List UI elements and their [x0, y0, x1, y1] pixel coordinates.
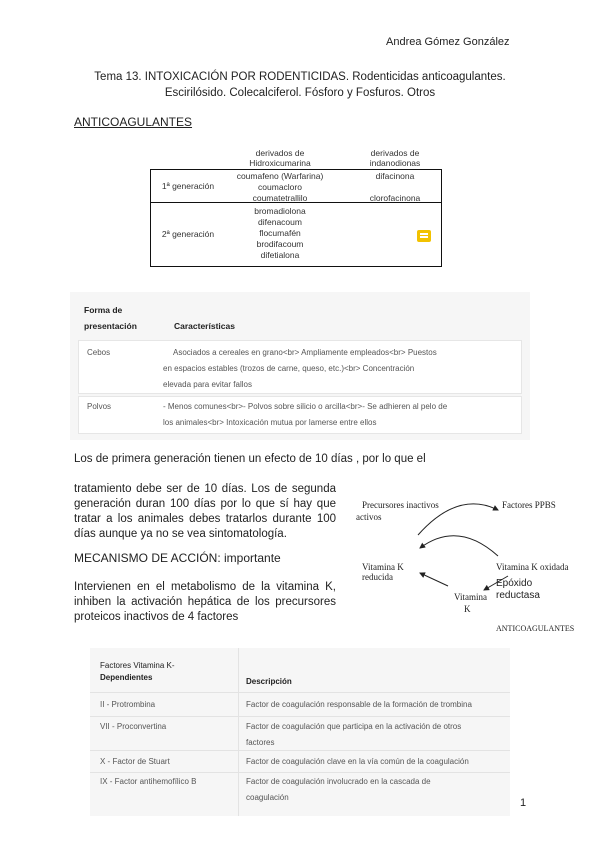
header-description: Descripción: [246, 677, 292, 686]
description-cell: Factor de coagulación que participa en la activación de otros factores: [246, 722, 462, 747]
table-row: [90, 692, 510, 717]
table-row: [90, 772, 510, 817]
characteristics-cell: Asociados a cereales en grano<br> Ampliamente empleados<br> Puestos en espacios estables (trozos de carne, queso, etc.)<br> Concentración elevada para evitar fallos: [163, 348, 437, 389]
title-line-2: Escirilósido. Colecalciferol. Fósforo y Fosfuros. Otros: [164, 87, 436, 99]
row-label-2nd-gen: 2ª generación: [161, 229, 215, 239]
arrow-oxidation: [420, 536, 498, 556]
presentation-table: [70, 292, 530, 440]
diagram-caption: ANTICOAGULANTES: [496, 624, 575, 633]
author-name: Andrea Gómez González: [386, 36, 510, 48]
description-cell: Factor de coagulación involucrado en la cascada de coagulación: [246, 777, 431, 802]
table-row: [90, 750, 510, 773]
gen2-drug: brodifacoum: [256, 239, 304, 249]
arrow-reduction: [420, 573, 448, 586]
page-title: [60, 69, 540, 101]
factors-table: [90, 648, 510, 816]
label-vitk-oxidada: Vitamina K oxidada: [496, 562, 569, 572]
gen2-drug: difenacoum: [258, 217, 302, 227]
gen1-drug: coumatetrallilo: [252, 193, 308, 203]
characteristics-cell: - Menos comunes<br>- Polvos sobre silicio o arcilla<br>- Se adhieren al pelo de los animales<br> Intoxicación mutua por lamerse entre ellos: [163, 402, 448, 427]
label-vitk-1: Vitamina: [454, 592, 487, 602]
description-cell: Factor de coagulación clave en la vía común de la coagulación: [246, 757, 469, 766]
gen2-drug: difetialona: [260, 250, 300, 260]
factor-cell: II - Protrombina: [100, 700, 156, 709]
table-rule: [150, 169, 151, 267]
factor-cell: IX - Factor antihemofílico B: [100, 777, 197, 786]
header-characteristics: Características: [174, 321, 235, 331]
gen1-indandione: clorofacinona: [369, 193, 421, 203]
label-activos: activos: [356, 512, 382, 522]
paragraph-duration: tratamiento debe ser de 10 días. Los de segunda generación duran 100 días por lo que sí hay que tratar a los animales debes tratarlos durante 100 días aunque ya no se vea sintomatología.: [74, 483, 336, 540]
mechanism-heading: MECANISMO DE ACCIÓN: importante: [74, 551, 281, 565]
table-rule: [150, 169, 442, 170]
factor-cell: X - Factor de Stuart: [100, 757, 170, 766]
page-number: 1: [520, 797, 527, 809]
row-label-1st-gen: 1ª generación: [161, 181, 215, 191]
table-rule: [150, 266, 442, 267]
gen2-drug: bromadiolona: [254, 206, 306, 216]
form-cell: Cebos: [87, 348, 111, 357]
description-cell: Factor de coagulación responsable de la formación de trombina: [246, 700, 472, 709]
comment-note-icon[interactable]: [417, 230, 431, 242]
generations-table: [150, 147, 442, 267]
label-epoxido-1: Epóxido: [496, 578, 533, 589]
table-rule: [441, 169, 442, 267]
table-row: [78, 340, 522, 394]
header-form-line2: presentación: [84, 321, 137, 331]
label-vitk-reducida-2: reducida: [362, 572, 393, 582]
label-vitk-reducida-1: Vitamina K: [362, 562, 404, 572]
table-row: [90, 716, 510, 751]
paragraph-duration-line1: Los de primera generación tienen un efecto de 10 días , por lo que el: [74, 453, 426, 465]
header-hydroxycoumarin: derivados de Hidroxicumarina: [249, 148, 311, 168]
gen1-drug: coumafeno (Warfarina): [236, 171, 324, 181]
header-form-line1: Forma de: [84, 305, 123, 315]
paragraph-mechanism: Intervienen en el metabolismo de la vitamina K, inhiben la activación hepática de los precursores proteicos inactivos de 4 factores: [74, 581, 336, 623]
header-factors-line2: Dependientes: [100, 673, 153, 682]
table-row: [78, 396, 522, 434]
label-factores: Factores PPBS: [502, 500, 556, 510]
vitamin-k-cycle-diagram: [348, 490, 582, 638]
gen1-indandione: difacinona: [375, 171, 415, 181]
gen2-drug: flocumafén: [259, 228, 301, 238]
label-epoxido-2: reductasa: [496, 590, 540, 601]
factor-cell: VII - Proconvertina: [100, 722, 167, 731]
form-cell: Polvos: [87, 402, 112, 411]
gen1-drug: coumacloro: [258, 182, 302, 192]
label-vitk-2: K: [464, 604, 471, 614]
title-line-1: Tema 13. INTOXICACIÓN POR RODENTICIDAS. Rodenticidas anticoagulantes.: [94, 71, 506, 83]
header-factors-line1: Factores Vitamina K-: [100, 661, 175, 670]
header-indandione: derivados de indanodionas: [369, 148, 421, 168]
section-heading: ANTICOAGULANTES: [74, 115, 193, 129]
label-precursores: Precursores inactivos: [362, 500, 439, 510]
